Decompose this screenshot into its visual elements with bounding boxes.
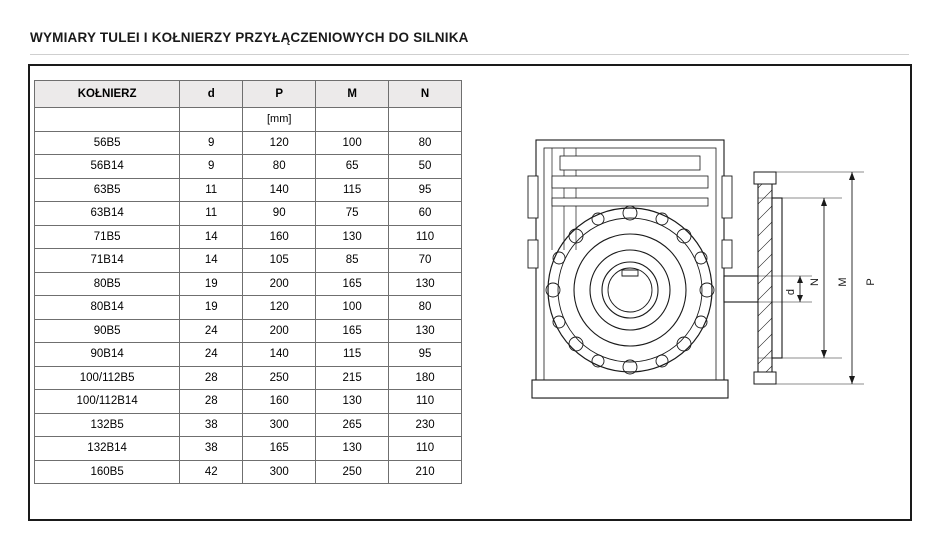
cell-p: 300 (243, 460, 316, 484)
unit-cell-0 (35, 108, 180, 132)
cell-m: 65 (316, 155, 389, 179)
cell-p: 160 (243, 225, 316, 249)
cell-m: 85 (316, 249, 389, 273)
cell-d: 14 (180, 225, 243, 249)
table-row (35, 178, 462, 202)
table-row (35, 225, 462, 249)
cell-flange: 160B5 (35, 460, 180, 484)
table-row (35, 390, 462, 414)
title-divider (30, 54, 909, 55)
label-d: d (785, 288, 797, 296)
cell-m: 115 (316, 178, 389, 202)
label-N: N (809, 278, 821, 286)
table-row (35, 155, 462, 179)
table-row (35, 343, 462, 367)
cell-p: 90 (243, 202, 316, 226)
cell-p: 120 (243, 131, 316, 155)
cell-flange: 100/112B14 (35, 390, 180, 414)
cell-m: 130 (316, 225, 389, 249)
cell-m: 130 (316, 390, 389, 414)
table-row (35, 249, 462, 273)
cell-p: 80 (243, 155, 316, 179)
table-row (35, 437, 462, 461)
cell-m: 115 (316, 343, 389, 367)
cell-d: 38 (180, 413, 243, 437)
cell-m: 100 (316, 296, 389, 320)
cell-p: 165 (243, 437, 316, 461)
cell-p: 300 (243, 413, 316, 437)
cell-flange: 56B14 (35, 155, 180, 179)
cell-n: 95 (389, 178, 462, 202)
table-row (35, 272, 462, 296)
cell-d: 14 (180, 249, 243, 273)
cell-d: 9 (180, 155, 243, 179)
cell-m: 75 (316, 202, 389, 226)
cell-d: 9 (180, 131, 243, 155)
cell-d: 11 (180, 178, 243, 202)
cell-n: 110 (389, 390, 462, 414)
cell-flange: 132B5 (35, 413, 180, 437)
table-row (35, 319, 462, 343)
cell-p: 250 (243, 366, 316, 390)
cell-flange: 71B14 (35, 249, 180, 273)
table-row (35, 296, 462, 320)
cell-p: 200 (243, 272, 316, 296)
cell-m: 250 (316, 460, 389, 484)
cell-d: 42 (180, 460, 243, 484)
cell-n: 130 (389, 272, 462, 296)
column-header-m: M (316, 81, 389, 108)
cell-m: 215 (316, 366, 389, 390)
cell-n: 95 (389, 343, 462, 367)
cell-n: 50 (389, 155, 462, 179)
cell-flange: 63B5 (35, 178, 180, 202)
unit-cell-2: [mm] (243, 108, 316, 132)
cell-d: 24 (180, 343, 243, 367)
cell-flange: 56B5 (35, 131, 180, 155)
cell-d: 11 (180, 202, 243, 226)
label-P: P (865, 278, 877, 286)
table-row (35, 460, 462, 484)
cell-d: 28 (180, 366, 243, 390)
cell-n: 180 (389, 366, 462, 390)
table-row (35, 413, 462, 437)
cell-n: 80 (389, 131, 462, 155)
unit-cell-3 (316, 108, 389, 132)
cell-flange: 132B14 (35, 437, 180, 461)
cell-flange: 100/112B5 (35, 366, 180, 390)
cell-n: 80 (389, 296, 462, 320)
column-header-p: P (243, 81, 316, 108)
table-header-row (35, 81, 462, 108)
unit-cell-4 (389, 108, 462, 132)
cell-flange: 90B14 (35, 343, 180, 367)
cell-d: 28 (180, 390, 243, 414)
column-header-n: N (389, 81, 462, 108)
cell-n: 130 (389, 319, 462, 343)
cell-p: 160 (243, 390, 316, 414)
cell-d: 24 (180, 319, 243, 343)
cell-p: 200 (243, 319, 316, 343)
cell-flange: 80B14 (35, 296, 180, 320)
cell-flange: 90B5 (35, 319, 180, 343)
cell-m: 130 (316, 437, 389, 461)
table-row (35, 202, 462, 226)
cell-flange: 80B5 (35, 272, 180, 296)
cell-n: 230 (389, 413, 462, 437)
cell-p: 105 (243, 249, 316, 273)
cell-m: 165 (316, 319, 389, 343)
table-row (35, 131, 462, 155)
cell-flange: 71B5 (35, 225, 180, 249)
table-body (35, 108, 462, 484)
cell-n: 110 (389, 437, 462, 461)
dimensions-table (34, 80, 462, 484)
cell-n: 70 (389, 249, 462, 273)
cell-m: 265 (316, 413, 389, 437)
cell-d: 38 (180, 437, 243, 461)
dimensions-table-wrapper (34, 80, 462, 484)
cell-p: 140 (243, 343, 316, 367)
cell-n: 110 (389, 225, 462, 249)
cell-n: 60 (389, 202, 462, 226)
cell-n: 210 (389, 460, 462, 484)
cell-flange: 63B14 (35, 202, 180, 226)
cell-p: 140 (243, 178, 316, 202)
cell-d: 19 (180, 272, 243, 296)
label-M: M (837, 277, 849, 287)
gearbox-technical-drawing (512, 80, 888, 440)
unit-cell-1 (180, 108, 243, 132)
cell-m: 100 (316, 131, 389, 155)
cell-p: 120 (243, 296, 316, 320)
column-header-d: d (180, 81, 243, 108)
unit-row (35, 108, 462, 132)
table-row (35, 366, 462, 390)
cell-m: 165 (316, 272, 389, 296)
page-title: WYMIARY TULEI I KOŁNIERZY PRZYŁĄCZENIOWYCH DO SILNIKA (30, 30, 469, 45)
column-header-kolnierz: KOŁNIERZ (35, 81, 180, 108)
cell-d: 19 (180, 296, 243, 320)
